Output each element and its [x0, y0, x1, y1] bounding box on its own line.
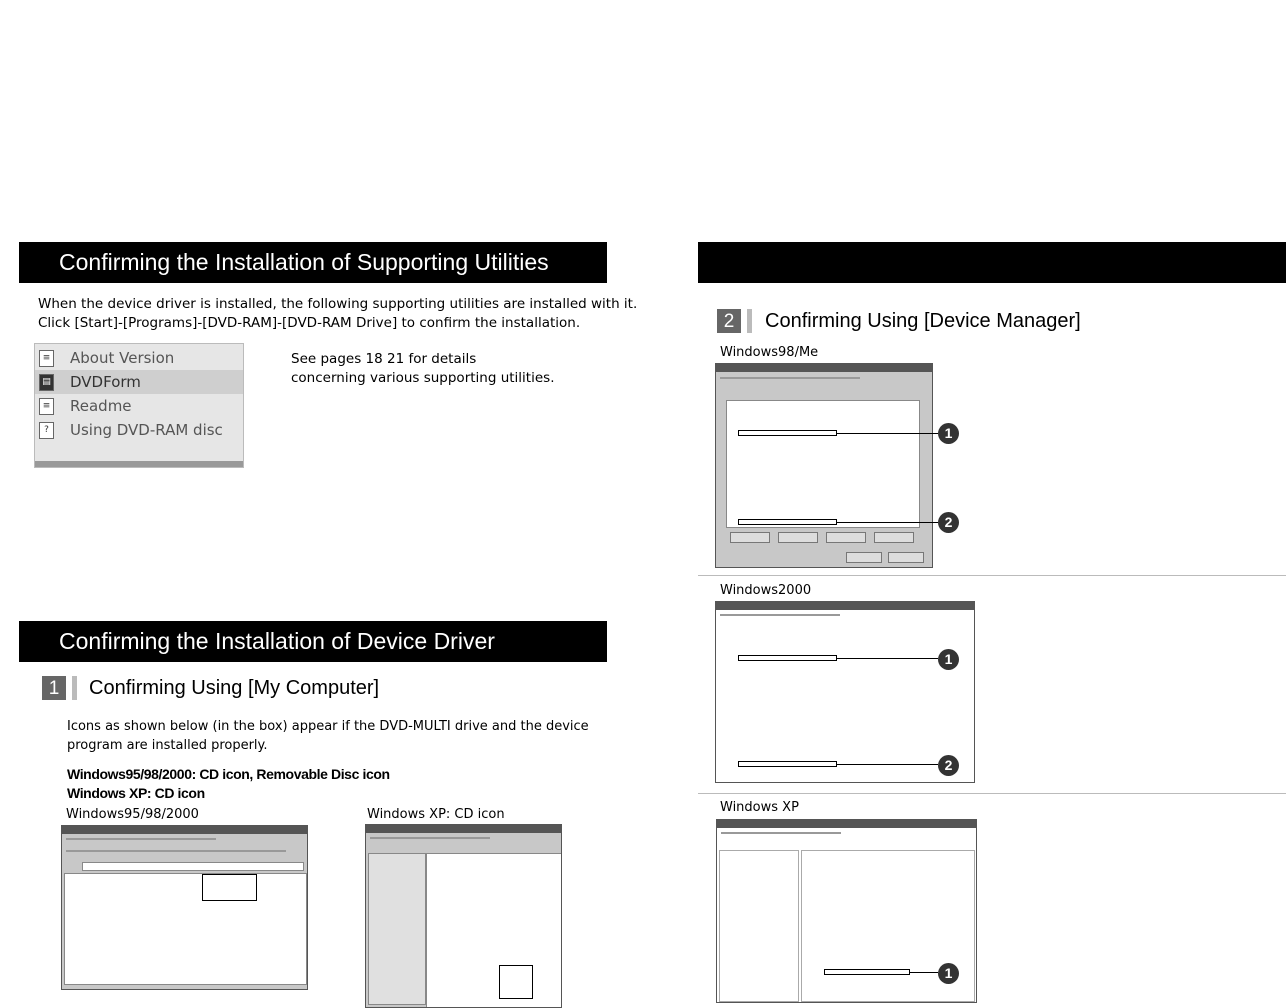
- winxp-callout-line-1: [910, 972, 938, 973]
- menu-toolbar: [720, 614, 840, 616]
- tab-strip: [720, 377, 860, 379]
- details-note: [291, 350, 611, 388]
- window-titlebar: [62, 826, 307, 834]
- intro-line-1: When the device driver is installed, the following supporting utilities are installed with it.: [38, 296, 638, 312]
- caption-win2000: Windows2000: [720, 583, 812, 598]
- section-title-supporting-utilities: Confirming the Installation of Supporting Utilities: [19, 242, 607, 283]
- address-bar: [82, 862, 304, 871]
- step-1-bar: [72, 676, 77, 700]
- note-line-1: See pages 18 21 for details: [291, 351, 477, 367]
- right-header-bar: [698, 242, 1286, 283]
- folder-tree-pane: [719, 850, 799, 1002]
- menu-item-about-version[interactable]: [35, 346, 243, 370]
- caption-winxp-cd-icon: Windows XP: CD icon: [367, 807, 505, 822]
- ok-button[interactable]: [846, 552, 882, 563]
- menu-item-label: DVDForm: [70, 373, 141, 391]
- menu-bar: [370, 837, 490, 839]
- menu-item-readme[interactable]: [35, 394, 243, 418]
- caption-win98-me: Windows98/Me: [720, 345, 819, 360]
- window-titlebar: [717, 820, 976, 828]
- menu-bar: [66, 838, 216, 840]
- step-1-text-line-1: Icons as shown below (in the box) appear if the DVD-MULTI drive and the device: [67, 719, 589, 734]
- cd-icon-highlight-box: [499, 965, 533, 999]
- step-2-number: 2: [717, 309, 741, 333]
- print-button[interactable]: [874, 532, 914, 543]
- form-icon: ▤: [39, 374, 54, 391]
- caption-winxp: Windows XP: [720, 800, 799, 815]
- divider-1: [698, 575, 1286, 576]
- win2000-callout-1: 1: [938, 649, 959, 670]
- menu-item-label: About Version: [70, 349, 175, 367]
- device-manager-screenshot-win2000: [715, 601, 975, 783]
- window-titlebar: [716, 602, 974, 610]
- caption-win95-98-2000: Windows95/98/2000: [66, 807, 199, 822]
- step-1-number: 1: [42, 676, 66, 700]
- os-icon-summary-line-2: Windows XP: CD icon: [67, 785, 205, 801]
- step-1-title: Confirming Using [My Computer]: [89, 677, 380, 699]
- document-icon: ≡: [39, 350, 54, 367]
- menu-toolbar: [721, 832, 841, 834]
- note-line-2: concerning various supporting utilities.: [291, 370, 555, 386]
- toolbar: [66, 850, 286, 852]
- step-1-text: [67, 717, 627, 755]
- menu-item-label: Using DVD-RAM disc: [70, 421, 223, 439]
- content-pane: [64, 873, 307, 985]
- win2000-highlight-2: [738, 761, 837, 767]
- task-pane: [368, 853, 426, 1005]
- win2000-callout-2: 2: [938, 755, 959, 776]
- drive-icons-highlight-box: [202, 874, 257, 901]
- menu-bottom-bar: [35, 461, 243, 467]
- win2000-callout-line-2: [837, 764, 938, 765]
- win98-highlight-2: [738, 519, 837, 525]
- content-pane: [426, 853, 562, 1008]
- os-icon-summary-line-1: Windows95/98/2000: CD icon, Removable Disc icon: [67, 766, 390, 782]
- winxp-highlight-1: [824, 969, 910, 975]
- step-2-title: Confirming Using [Device Manager]: [765, 310, 1081, 332]
- section-title-device-driver: Confirming the Installation of Device Driver: [19, 621, 607, 662]
- step-1-text-line-2: program are installed properly.: [67, 738, 268, 753]
- menu-item-using-dvd-ram[interactable]: [35, 418, 243, 442]
- my-computer-screenshot-win98: [61, 825, 308, 990]
- refresh-button[interactable]: [778, 532, 818, 543]
- window-titlebar: [716, 364, 932, 372]
- win2000-callout-line-1: [837, 658, 938, 659]
- win2000-highlight-1: [738, 655, 837, 661]
- utilities-menu: [34, 343, 244, 468]
- divider-2: [698, 793, 1286, 794]
- help-book-icon: ?: [39, 422, 54, 439]
- cancel-button[interactable]: [888, 552, 924, 563]
- device-tree-pane: [726, 400, 920, 528]
- properties-button[interactable]: [730, 532, 770, 543]
- window-titlebar: [366, 825, 561, 833]
- os-icon-summary: [67, 765, 390, 803]
- win98-callout-1: 1: [938, 423, 959, 444]
- win98-callout-line-2: [837, 522, 938, 523]
- win98-callout-2: 2: [938, 512, 959, 533]
- intro-text: [38, 295, 638, 333]
- intro-line-2: Click [Start]-[Programs]-[DVD-RAM]-[DVD-RAM Drive] to confirm the installation.: [38, 315, 581, 331]
- win98-callout-line-1: [837, 433, 938, 434]
- win98-highlight-1: [738, 430, 837, 436]
- device-manager-screenshot-win98: [715, 363, 933, 568]
- my-computer-screenshot-winxp: [365, 824, 562, 1008]
- menu-item-dvdform[interactable]: [35, 370, 243, 394]
- remove-button[interactable]: [826, 532, 866, 543]
- step-2-bar: [747, 309, 752, 333]
- winxp-callout-1: 1: [938, 963, 959, 984]
- menu-item-label: Readme: [70, 397, 132, 415]
- document-icon: ≡: [39, 398, 54, 415]
